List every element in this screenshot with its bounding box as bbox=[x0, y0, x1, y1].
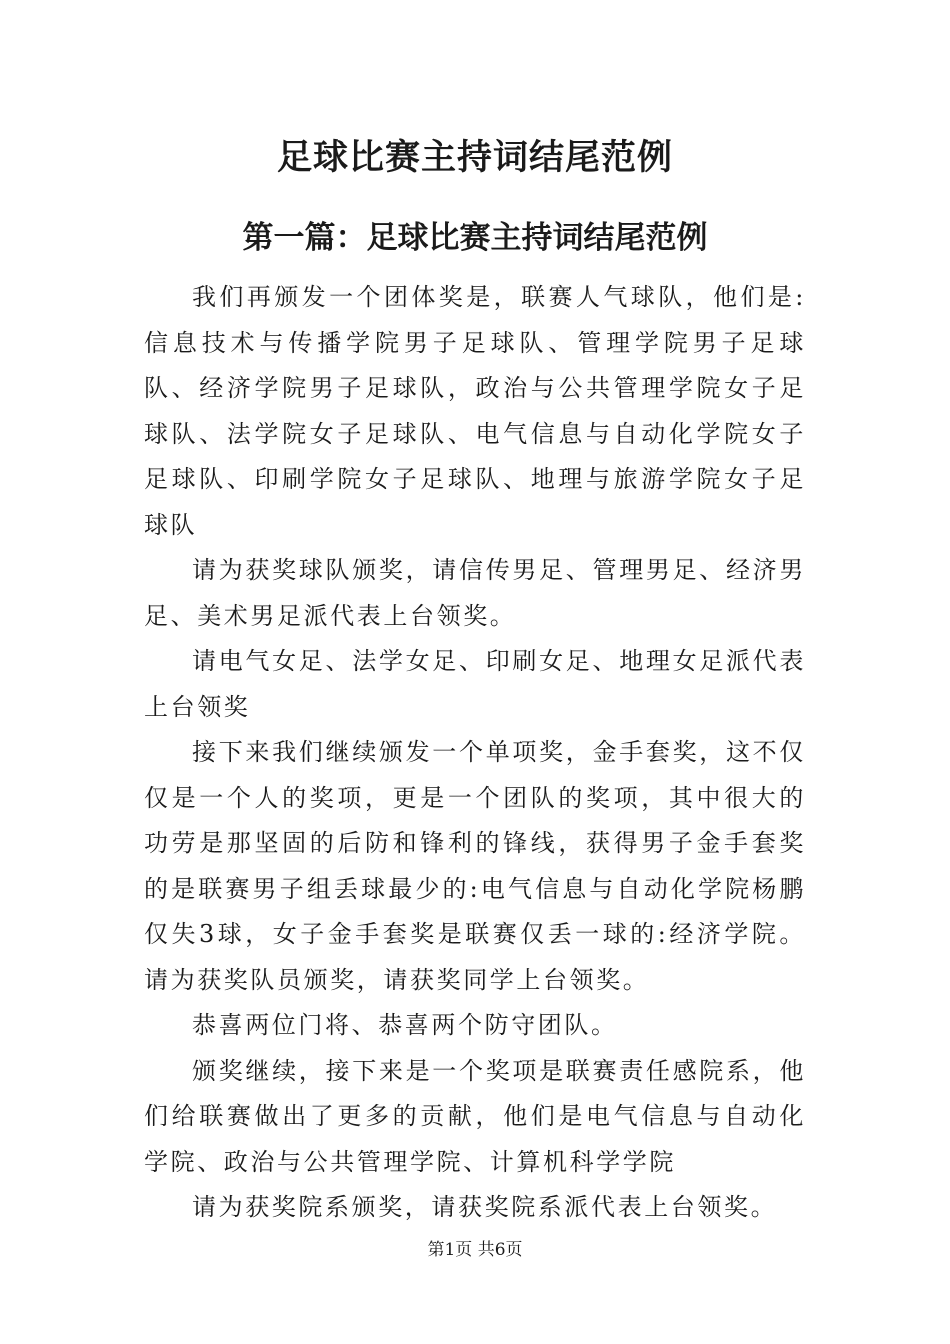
section-heading: 第一篇：足球比赛主持词结尾范例 bbox=[242, 220, 708, 256]
paragraph: 请为获奖球队颁奖，请信传男足、管理男足、经济男足、美术男足派代表上台领奖。 bbox=[144, 556, 806, 630]
document-body bbox=[144, 275, 806, 1231]
page-number-footer: 第1页 共6页 bbox=[427, 1240, 523, 1260]
paragraph: 恭喜两位门将、恭喜两个防守团队。 bbox=[192, 1011, 618, 1039]
paragraph: 接下来我们继续颁发一个单项奖，金手套奖，这不仅仅是一个人的奖项，更是一个团队的奖项，其中很大的功劳是那坚固的后防和锋利的锋线，获得男子金手套奖的是联赛男子组丢球最少的:电气信息与自动化学院杨鹏仅失3球，女子金手套奖是联赛仅丢一球的:经济学院。请为获奖队员颁奖，请获奖同学上台领奖。 bbox=[144, 738, 806, 994]
document-title: 足球比赛主持词结尾范例 bbox=[276, 137, 673, 178]
paragraph: 请电气女足、法学女足、印刷女足、地理女足派代表上台领奖 bbox=[144, 647, 806, 721]
paragraph: 我们再颁发一个团体奖是，联赛人气球队，他们是:信息技术与传播学院男子足球队、管理学院男子足球队、经济学院男子足球队，政治与公共管理学院女子足球队、法学院女子足球队、电气信息与自动化学院女子足球队、印刷学院女子足球队、地理与旅游学院女子足球队 bbox=[144, 283, 806, 539]
paragraph: 颁奖继续，接下来是一个奖项是联赛责任感院系，他们给联赛做出了更多的贡献，他们是电气信息与自动化学院、政治与公共管理学院、计算机科学学院 bbox=[144, 1056, 806, 1176]
paragraph: 请为获奖院系颁奖，请获奖院系派代表上台领奖。 bbox=[192, 1193, 778, 1221]
